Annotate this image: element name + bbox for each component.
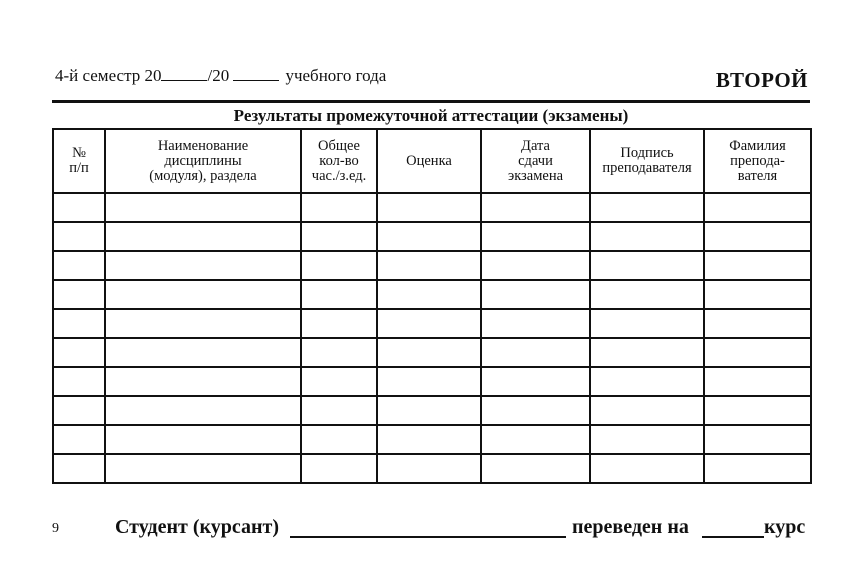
cell-number[interactable] bbox=[53, 222, 105, 251]
cell-discipline[interactable] bbox=[105, 193, 301, 222]
cell-number[interactable] bbox=[53, 280, 105, 309]
cell-grade[interactable] bbox=[377, 280, 481, 309]
column-header-teacher-name: Фамилия преподa- вателя bbox=[704, 129, 811, 193]
cell-hours[interactable] bbox=[301, 425, 377, 454]
cell-number[interactable] bbox=[53, 251, 105, 280]
exam-results-table bbox=[52, 128, 812, 484]
cell-number[interactable] bbox=[53, 338, 105, 367]
cell-signature[interactable] bbox=[590, 309, 704, 338]
cell-teacher-name[interactable] bbox=[704, 251, 811, 280]
cell-grade[interactable] bbox=[377, 193, 481, 222]
cell-exam-date[interactable] bbox=[481, 338, 590, 367]
column-header-exam-date: Дата сдачи экзамена bbox=[481, 129, 590, 193]
cell-grade[interactable] bbox=[377, 222, 481, 251]
cell-discipline[interactable] bbox=[105, 309, 301, 338]
footer bbox=[0, 516, 860, 546]
cell-exam-date[interactable] bbox=[481, 280, 590, 309]
cell-discipline[interactable] bbox=[105, 251, 301, 280]
semester-suffix: учебного года bbox=[285, 66, 387, 85]
cell-number[interactable] bbox=[53, 396, 105, 425]
cell-teacher-name[interactable] bbox=[704, 280, 811, 309]
table-row bbox=[53, 454, 811, 483]
transfer-label: переведен на bbox=[572, 516, 689, 538]
cell-exam-date[interactable] bbox=[481, 396, 590, 425]
cell-grade[interactable] bbox=[377, 251, 481, 280]
year-end-blank[interactable] bbox=[233, 66, 279, 81]
cell-number[interactable] bbox=[53, 309, 105, 338]
cell-discipline[interactable] bbox=[105, 338, 301, 367]
student-label: Студент (курсант) bbox=[115, 516, 279, 538]
column-header-discipline: Наименование дисциплины (модуля), раздела bbox=[105, 129, 301, 193]
cell-signature[interactable] bbox=[590, 193, 704, 222]
cell-signature[interactable] bbox=[590, 454, 704, 483]
cell-number[interactable] bbox=[53, 193, 105, 222]
column-header-signature: Подпись преподавателя bbox=[590, 129, 704, 193]
semester-mid: /20 bbox=[207, 66, 230, 85]
cell-grade[interactable] bbox=[377, 396, 481, 425]
cell-grade[interactable] bbox=[377, 425, 481, 454]
table-row bbox=[53, 309, 811, 338]
column-header-number: № п/п bbox=[53, 129, 105, 193]
cell-teacher-name[interactable] bbox=[704, 367, 811, 396]
year-label: ВТОРОЙ bbox=[715, 68, 808, 92]
year-start-blank[interactable] bbox=[161, 66, 207, 81]
course-number-blank[interactable] bbox=[702, 536, 764, 538]
cell-signature[interactable] bbox=[590, 338, 704, 367]
cell-exam-date[interactable] bbox=[481, 222, 590, 251]
cell-discipline[interactable] bbox=[105, 222, 301, 251]
cell-teacher-name[interactable] bbox=[704, 193, 811, 222]
cell-exam-date[interactable] bbox=[481, 193, 590, 222]
cell-teacher-name[interactable] bbox=[704, 454, 811, 483]
cell-grade[interactable] bbox=[377, 367, 481, 396]
semester-prefix: 4-й семестр 20 bbox=[55, 66, 162, 85]
cell-teacher-name[interactable] bbox=[704, 222, 811, 251]
cell-number[interactable] bbox=[53, 367, 105, 396]
table-row bbox=[53, 338, 811, 367]
cell-grade[interactable] bbox=[377, 309, 481, 338]
cell-hours[interactable] bbox=[301, 309, 377, 338]
table-row bbox=[53, 367, 811, 396]
cell-hours[interactable] bbox=[301, 251, 377, 280]
cell-hours[interactable] bbox=[301, 367, 377, 396]
header-rule bbox=[52, 100, 810, 103]
cell-exam-date[interactable] bbox=[481, 454, 590, 483]
cell-discipline[interactable] bbox=[105, 367, 301, 396]
table-body bbox=[53, 193, 811, 483]
cell-exam-date[interactable] bbox=[481, 425, 590, 454]
cell-teacher-name[interactable] bbox=[704, 309, 811, 338]
cell-exam-date[interactable] bbox=[481, 309, 590, 338]
page-number: 9 bbox=[52, 521, 59, 536]
table-row bbox=[53, 222, 811, 251]
cell-teacher-name[interactable] bbox=[704, 338, 811, 367]
table-row bbox=[53, 251, 811, 280]
cell-hours[interactable] bbox=[301, 222, 377, 251]
cell-hours[interactable] bbox=[301, 338, 377, 367]
cell-signature[interactable] bbox=[590, 425, 704, 454]
table-row bbox=[53, 280, 811, 309]
cell-discipline[interactable] bbox=[105, 396, 301, 425]
cell-exam-date[interactable] bbox=[481, 367, 590, 396]
cell-discipline[interactable] bbox=[105, 425, 301, 454]
student-name-blank[interactable] bbox=[290, 536, 566, 538]
section-title: Результаты промежуточной аттестации (экзамены) bbox=[233, 106, 629, 125]
cell-signature[interactable] bbox=[590, 251, 704, 280]
table-row bbox=[53, 425, 811, 454]
cell-hours[interactable] bbox=[301, 280, 377, 309]
cell-number[interactable] bbox=[53, 454, 105, 483]
cell-teacher-name[interactable] bbox=[704, 396, 811, 425]
cell-teacher-name[interactable] bbox=[704, 425, 811, 454]
cell-hours[interactable] bbox=[301, 193, 377, 222]
cell-hours[interactable] bbox=[301, 396, 377, 425]
table-row bbox=[53, 396, 811, 425]
cell-number[interactable] bbox=[53, 425, 105, 454]
cell-signature[interactable] bbox=[590, 367, 704, 396]
cell-grade[interactable] bbox=[377, 338, 481, 367]
course-label: курс bbox=[764, 516, 806, 538]
cell-discipline[interactable] bbox=[105, 280, 301, 309]
table-header-row bbox=[53, 129, 811, 193]
cell-hours[interactable] bbox=[301, 454, 377, 483]
semester-line bbox=[55, 66, 386, 86]
cell-signature[interactable] bbox=[590, 222, 704, 251]
column-header-grade: Оценка bbox=[377, 129, 481, 193]
cell-signature[interactable] bbox=[590, 396, 704, 425]
cell-signature[interactable] bbox=[590, 280, 704, 309]
cell-grade[interactable] bbox=[377, 454, 481, 483]
column-header-hours: Общее кол-во час./з.ед. bbox=[301, 129, 377, 193]
cell-discipline[interactable] bbox=[105, 454, 301, 483]
cell-exam-date[interactable] bbox=[481, 251, 590, 280]
table-row bbox=[53, 193, 811, 222]
